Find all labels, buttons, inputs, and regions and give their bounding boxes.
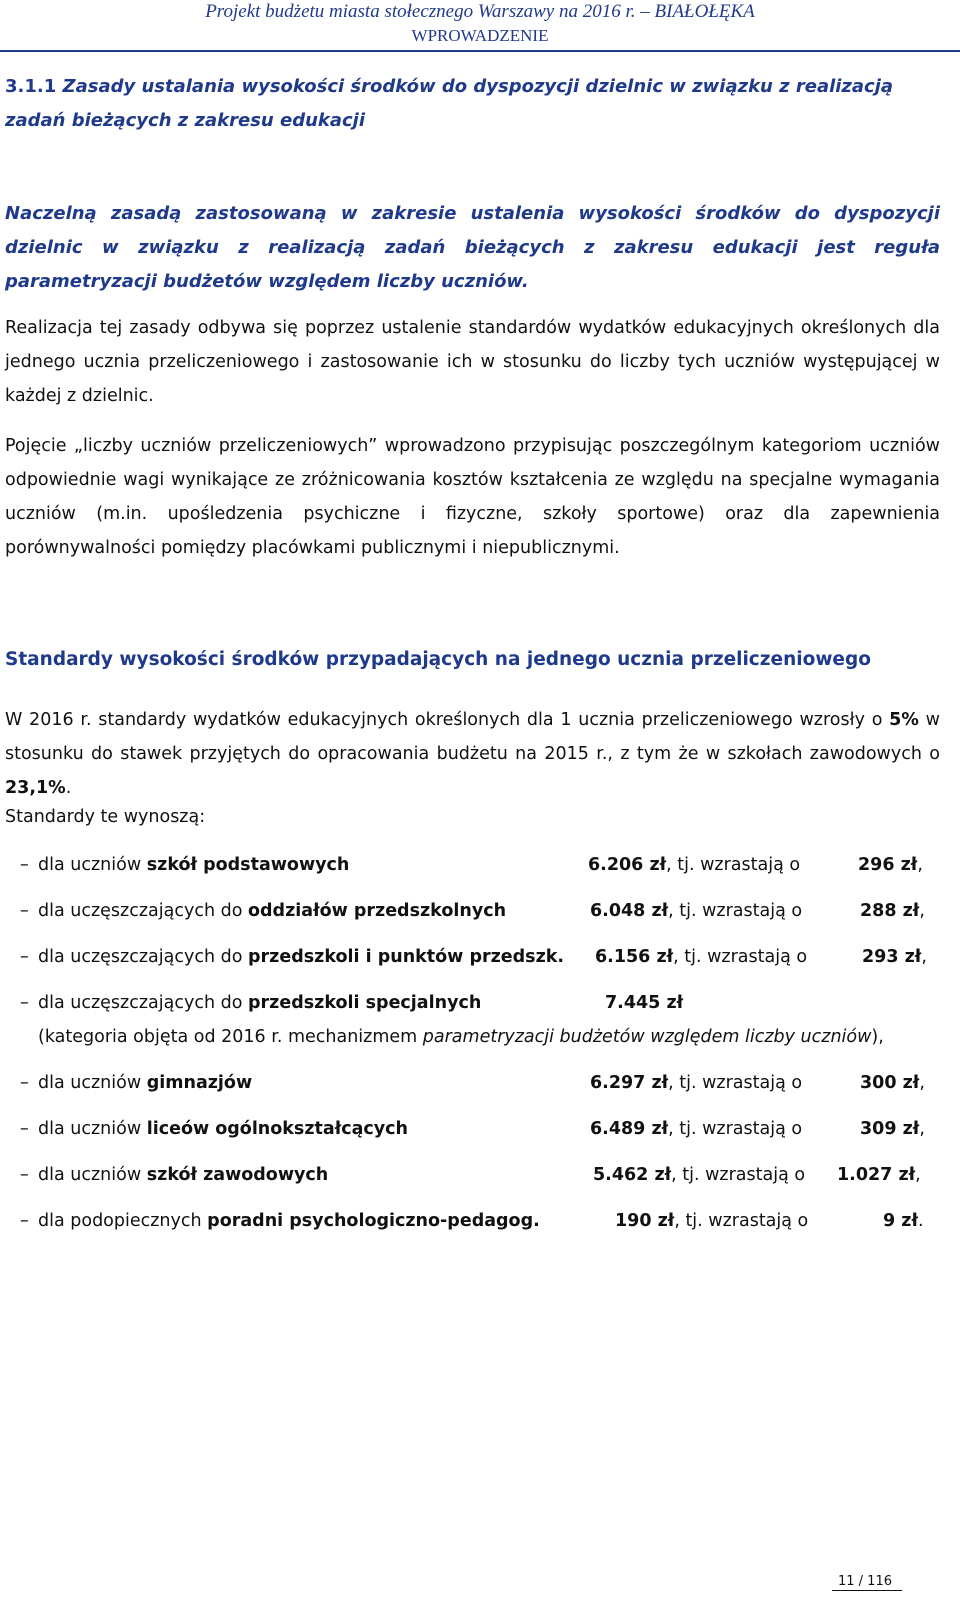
item-increase — [862, 942, 927, 972]
item-increase — [837, 1160, 921, 1190]
item-label — [38, 1068, 252, 1098]
p3-percent-vocational: 23,1% — [5, 778, 66, 798]
increase-value: 293 zł — [862, 947, 922, 967]
item-prefix: dla uczniów — [38, 1119, 142, 1139]
increase-value: 300 zł — [860, 1073, 920, 1093]
amount-value: 6.489 zł — [590, 1119, 669, 1139]
p3-text-c: w stosunku do stawek przyjętych do opracowania budżetu na 2015 r., z tym że w szkołach zawodowych o — [5, 710, 940, 764]
list-item — [5, 1068, 940, 1114]
item-prefix: dla uczniów — [38, 855, 142, 875]
item-increase — [860, 896, 925, 926]
amount-value: 5.462 zł — [593, 1165, 672, 1185]
item-prefix: dla uczęszczających do — [38, 947, 243, 967]
item-category: szkół podstawowych — [146, 855, 350, 875]
dash-bullet: – — [20, 855, 29, 875]
list-item — [5, 1160, 940, 1206]
item-increase — [858, 850, 923, 880]
item-label — [38, 942, 564, 972]
item-end: , — [917, 855, 923, 875]
item-end: , — [915, 1165, 921, 1185]
item-prefix: dla uczniów — [38, 1073, 142, 1093]
increase-value: 296 zł — [858, 855, 918, 875]
header-divider — [0, 50, 960, 52]
item-end: , — [919, 901, 925, 921]
note-italic: parametryzacji budżetów względem liczby uczniów — [422, 1027, 872, 1047]
item-amount — [593, 1160, 805, 1190]
item-prefix: dla podopiecznych — [38, 1211, 202, 1231]
item-category: oddziałów przedszkolnych — [248, 901, 507, 921]
dash-bullet: – — [20, 901, 29, 921]
page-number: 11 / 116 — [838, 1574, 892, 1589]
dash-bullet: – — [20, 1073, 29, 1093]
p3-text-e: . — [65, 778, 72, 798]
increase-value: 1.027 zł — [837, 1165, 916, 1185]
list-item — [5, 988, 940, 1068]
item-category: szkół zawodowych — [146, 1165, 329, 1185]
item-prefix: dla uczęszczających do — [38, 901, 243, 921]
amount-value: 190 zł — [615, 1211, 675, 1231]
paragraph-2: Pojęcie „liczby uczniów przeliczeniowych” wprowadzono przypisując poszczególnym kategoriom uczniów odpowiednie wagi wynikające ze zróżnicowania kosztów kształcenia ze względu na specjalne wymagania uczniów (m.in. upośledzenia psychiczne i fizyczne, szkoły sportowe) oraz dla zapewnienia porównywalności pomiędzy placówkami publicznymi i niepublicznymi. — [5, 436, 940, 558]
lead-paragraph — [5, 197, 940, 299]
item-category: gimnazjów — [146, 1073, 253, 1093]
item-amount: 7.445 zł — [605, 993, 684, 1013]
increase-text: , tj. wzrastają o — [668, 1073, 803, 1093]
section-number: 3.1.1 — [5, 76, 57, 97]
lead-text: Naczelną zasadą zastosowaną w zakresie ustalenia wysokości środków do dyspozycji dzielnic w związku z realizacją zadań bieżących z zakresu edukacji jest reguła — [5, 203, 940, 258]
item-note — [38, 1022, 884, 1052]
paragraph-1: Realizacja tej zasady odbywa się poprzez ustalenie standardów wydatków edukacyjnych określonych dla jednego ucznia przeliczeniowego i zastosowanie ich w stosunku do liczby tych uczniów występującej w każdej z dzielnic. — [5, 318, 940, 406]
increase-text: , tj. wzrastają o — [671, 1165, 806, 1185]
list-item — [5, 850, 940, 896]
amount-value: 6.156 zł — [595, 947, 674, 967]
header-title: Projekt budżetu miasta stołecznego Warszawy na 2016 r. – BIAŁOŁĘKA — [205, 1, 755, 22]
list-item — [5, 1114, 940, 1160]
increase-text: , tj. wzrastają o — [668, 901, 803, 921]
increase-text: , tj. wzrastają o — [666, 855, 801, 875]
item-label — [38, 1160, 328, 1190]
list-item — [5, 942, 940, 988]
increase-text: , tj. wzrastają o — [673, 947, 808, 967]
footer-divider — [832, 1590, 902, 1591]
item-label — [38, 896, 506, 926]
list-item — [5, 1206, 940, 1252]
dash-bullet: – — [20, 1119, 29, 1139]
item-label — [38, 850, 349, 880]
item-end: , — [919, 1119, 925, 1139]
section-title-text: Zasady ustalania wysokości środków do dyspozycji dzielnic w związku z realizacją zadań bieżących z zakresu edukacji — [5, 76, 894, 131]
dash-bullet: – — [20, 1165, 29, 1185]
dash-bullet: – — [20, 993, 29, 1013]
increase-value: 288 zł — [860, 901, 920, 921]
p3-text-a: W 2016 r. standardy wydatków edukacyjnych określonych dla 1 ucznia przeliczeniowego wzrosły o — [5, 710, 883, 730]
item-increase — [883, 1206, 924, 1236]
item-amount — [590, 896, 802, 926]
item-prefix: dla uczniów — [38, 1165, 142, 1185]
increase-text: , tj. wzrastają o — [668, 1119, 803, 1139]
p3-percent-general: 5% — [889, 710, 919, 730]
amount-value: 6.297 zł — [590, 1073, 669, 1093]
item-end: , — [919, 1073, 925, 1093]
dash-bullet: – — [20, 1211, 29, 1231]
item-amount — [588, 850, 800, 880]
standards-list — [5, 850, 940, 1252]
header-subtitle: WPROWADZENIE — [411, 26, 549, 45]
item-category: liceów ogólnokształcących — [146, 1119, 408, 1139]
item-amount — [590, 1114, 802, 1144]
item-label — [38, 1206, 540, 1236]
item-end: , — [921, 947, 927, 967]
item-label — [38, 1114, 408, 1144]
increase-value: 9 zł — [883, 1211, 918, 1231]
increase-value: 309 zł — [860, 1119, 920, 1139]
item-category: przedszkoli specjalnych — [248, 993, 482, 1013]
note-end: ), — [871, 1027, 884, 1047]
item-prefix: dla uczęszczających do — [38, 993, 243, 1013]
subheading: Standardy wysokości środków przypadających na jednego ucznia przeliczeniowego — [5, 649, 871, 670]
item-amount — [595, 942, 807, 972]
item-category: poradni psychologiczno-pedagog. — [207, 1211, 540, 1231]
paragraph-4: Standardy te wynoszą: — [5, 807, 206, 827]
item-amount — [615, 1206, 808, 1236]
section-title — [5, 70, 945, 138]
item-category: przedszkoli i punktów przedszk. — [248, 947, 565, 967]
amount-value: 6.206 zł — [588, 855, 667, 875]
item-increase — [860, 1114, 925, 1144]
item-label — [38, 988, 481, 1018]
page-header — [0, 0, 960, 48]
increase-text: , tj. wzrastają o — [674, 1211, 809, 1231]
item-end: . — [917, 1211, 924, 1231]
list-item — [5, 896, 940, 942]
item-amount — [590, 1068, 802, 1098]
item-increase — [860, 1068, 925, 1098]
dash-bullet: – — [20, 947, 29, 967]
paragraph-3 — [5, 703, 940, 805]
lead-italic: parametryzacji budżetów względem liczby uczniów. — [5, 271, 529, 292]
amount-value: 6.048 zł — [590, 901, 669, 921]
note-text: (kategoria objęta od 2016 r. mechanizmem — [38, 1027, 423, 1047]
